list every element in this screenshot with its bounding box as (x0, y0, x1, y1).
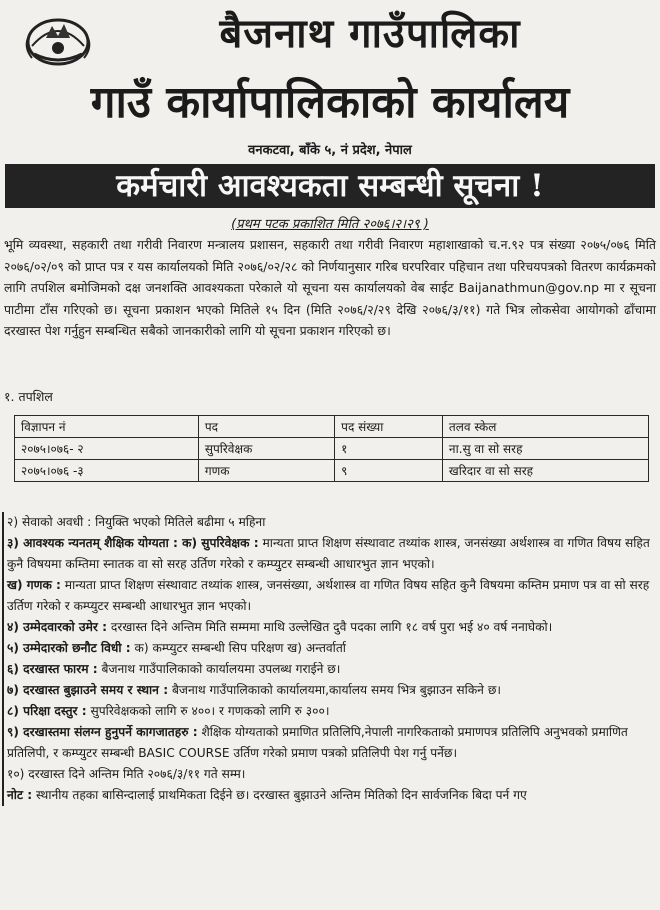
item-text: मान्यता प्राप्त शिक्षण संस्थावाट तथ्यांक शास्त्र, जनसंख्या, अर्थशास्त्र वा गणित विषय सहित कुनै विषयमा कम्तिम प्रमाण पत्र वा सो सरह उर्तिण गरेको र कम्प्युटर सम्बन्धी आधारभुत ज्ञान भएको। (7, 578, 650, 613)
list-item (2, 722, 656, 764)
table-header-row (15, 416, 649, 438)
item-label: ख) गणक : (7, 578, 61, 592)
col-header: पद (198, 416, 334, 438)
col-header: पद संख्या (335, 416, 443, 438)
list-item (2, 659, 656, 680)
vacancy-table (14, 415, 649, 482)
tapashil-heading: १. तपशिल (4, 389, 53, 404)
list-item (2, 575, 656, 617)
notice-paragraph: भूमि व्यवस्था, सहकारी तथा गरीवी निवारण मन्त्रालय प्रशासन, सहकारी तथा गरीवी निवारण महाशाखाको च.न.९२ पत्र संख्या २०७५/०७६ मिति २०७६/०२/०९ को प्राप्त पत्र र यस कार्यालयको मिति २०७६/०२/२८ को निर्णयानुसार गरिब घरपरिवार पहिचान तथा परिचयपत्रको वितरण कार्यक्रमको लागि तपशिल बमोजिमको दक्ष जनशक्ति आवश्यकता परेकाले यो सूचना यस कार्यालयको वेब साईट Baijanathmun@gov.np मा र सूचना पाटीमा टाँस गरिएको छ। सूचना प्रकाशन भएको मितिले १५ दिन (मिति २०७६/२/२९ देखि २०७६/३/११) गते भित्र लोकसेवा आयोगको ढाँचामा दरखास्त पेश गर्नुहुन सम्बन्धित सबैको जानकारीको लागि यो सूचना प्रकाशन गरिएको छ। (4, 237, 656, 338)
item-text: बैजनाथ गाउँपालिकाको कार्यालयमा,कार्यालय समय भित्र बुझाउन सकिने छ। (168, 683, 501, 697)
list-item (2, 701, 656, 722)
item-label: ९) दरखास्तमा संलग्न हुनुपर्ने कागजातहरु : (7, 725, 198, 739)
item-label: नोट : (7, 788, 33, 802)
nepal-emblem-icon (22, 8, 94, 70)
table-row (15, 460, 649, 482)
list-item (2, 617, 656, 638)
item-label: ४) उम्मेदवारको उमेर : (7, 620, 107, 634)
item-text: १०) दरखास्त दिने अन्तिम मिति २०७६/३/११ गते सम्म। (7, 767, 246, 781)
item-text: सुपरिवेक्षकको लागि रु ४००। र गणकको लागि रु ३००। (86, 704, 330, 718)
item-text: मान्यता प्राप्त शिक्षण संस्थावाट तथ्यांक शास्त्र, जनसंख्या अर्थशास्त्र वा गणित विषय सहित कुनै विषयमा कम्तिमा स्नातक वा सो सरह उर्तिण गरेको र कम्प्युटर सम्बन्धी आधारभुत ज्ञान भएको। (7, 536, 650, 571)
list-item (2, 512, 656, 533)
table-cell: २०७५।०७६ -३ (15, 460, 199, 482)
item-text: २) सेवाको अवधी : नियुक्ति भएको मितिले बढीमा ५ महिना (7, 515, 266, 529)
table-cell: १ (335, 438, 443, 460)
office-address: वनकटवा, बाँके ५, नं प्रदेश, नेपाल (248, 143, 412, 158)
notice-items (2, 512, 656, 806)
item-text: शैक्षिक योग्यताको प्रमाणित प्रतिलिपि,नेपाली नागरिकताको प्रमाणपत्र प्रतिलिपि अनुभवको प्रमाणित प्रतिलिपी, र कम्प्युटर सम्बन्धी BASIC COURSE उर्तिण गरेको प्रमाण पत्रको प्रतिलिपी पेश गर्नु पर्नेछ। (7, 725, 628, 760)
office-title: गाउँ कार्यापालिकाको कार्यालय (90, 77, 570, 128)
item-label: ६) दरखास्त फारम : (7, 662, 98, 676)
list-item (2, 680, 656, 701)
item-text: दरखास्त दिने अन्तिम मिति सम्ममा माथि उल्लेखित दुवै पदका लागि १८ वर्ष पुरा भई ४० वर्ष ननाघेको। (106, 620, 553, 634)
table-cell: २०७५।०७६- २ (15, 438, 199, 460)
item-label: ७) दरखास्त बुझाउने समय र स्थान : (7, 683, 169, 697)
list-item (2, 533, 656, 575)
table-cell: गणक (198, 460, 334, 482)
item-text: क) कम्प्युटर सम्बन्धी सिप परिक्षण ख) अन्तर्वार्ता (130, 641, 346, 655)
list-item (2, 764, 656, 785)
list-item (2, 785, 656, 806)
item-label: ५) उम्मेदारको छनौट विधी : (7, 641, 131, 655)
item-text: बैजनाथ गाउँपालिकाको कार्यालयमा उपलब्ध गराईने छ। (97, 662, 341, 676)
municipality-title: बैजनाथ गाउँपालिका (219, 10, 521, 57)
table-row (15, 438, 649, 460)
item-label: ३) आवश्यक न्यनतम् शैक्षिक योग्यता : क) सुपरिवेक्षक : (7, 536, 259, 550)
table-cell: ९ (335, 460, 443, 482)
col-header: तलव स्केल (442, 416, 648, 438)
notice-banner: कर्मचारी आवश्यकता सम्बन्धी सूचना ! (5, 164, 655, 208)
publication-date: (प्रथम पटक प्रकाशित मिति २०७६।२।२९ ) (231, 217, 429, 232)
table-cell: सुपरिवेक्षक (198, 438, 334, 460)
table-cell: खरिदार वा सो सरह (442, 460, 648, 482)
item-label: ८) परिक्षा दस्तुर : (7, 704, 87, 718)
col-header: विज्ञापन नं (15, 416, 199, 438)
item-text: स्थानीय तहका बासिन्दालाई प्राथमिकता दिईने छ। दरखास्त बुझाउने अन्तिम मितिको दिन सार्वजनिक बिदा पर्न गए (32, 788, 527, 802)
table-cell: ना.सु वा सो सरह (442, 438, 648, 460)
list-item (2, 638, 656, 659)
